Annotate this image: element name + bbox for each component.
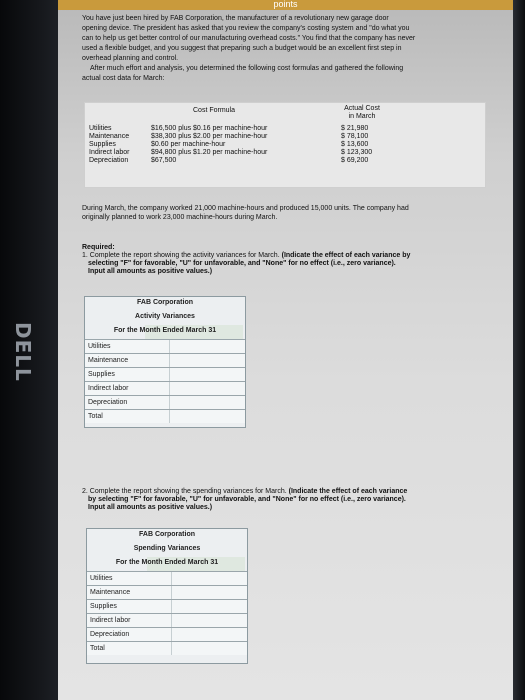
actual-cost-header-line: in March	[348, 113, 376, 120]
cost-category: Supplies	[89, 141, 116, 148]
report-period: For the Month Ended March 31	[115, 559, 219, 566]
cost-formula: $94,800 plus $1.20 per machine-hour	[151, 149, 268, 156]
amount-input[interactable]	[171, 628, 194, 641]
cost-formula-header: Cost Formula	[193, 107, 236, 114]
actual-cost: $ 78,100	[341, 133, 369, 140]
requirement-2	[82, 488, 482, 512]
row-label: Total	[90, 645, 105, 652]
report-rows	[85, 339, 245, 423]
row-label: Total	[88, 413, 103, 420]
report-row-total	[85, 409, 245, 423]
report-row-depreciation	[87, 627, 247, 641]
q2-instruction: (Indicate the effect of each variance	[288, 488, 408, 495]
activity-variances-report	[84, 296, 246, 428]
intro-line: opening device. The president has asked that you review the company's costing system and "do what you	[82, 25, 410, 32]
intro-line: actual cost data for March:	[82, 75, 165, 82]
cost-row	[89, 125, 409, 133]
row-label: Depreciation	[88, 399, 128, 406]
intro-line: used a flexible budget, and you suggest that preparing such a budget would be an excellent first step in	[82, 45, 402, 52]
q2-instruction: Input all amounts as positive values.)	[88, 504, 213, 511]
monitor-bezel-right	[513, 0, 525, 700]
intro-line: overhead planning and control.	[82, 55, 179, 62]
march-activity-paragraph	[82, 204, 482, 222]
row-label: Depreciation	[90, 631, 130, 638]
cost-category: Depreciation	[89, 157, 129, 164]
spending-variances-report	[86, 528, 248, 664]
report-row-total	[87, 641, 247, 655]
row-label: Indirect labor	[88, 385, 129, 392]
cost-row	[89, 157, 409, 165]
actual-cost: $ 13,600	[341, 141, 369, 148]
cost-category: Indirect labor	[89, 149, 130, 156]
amount-input[interactable]	[171, 586, 194, 599]
report-rows	[87, 571, 247, 655]
cost-row	[89, 149, 409, 157]
cost-category: Maintenance	[89, 133, 130, 140]
cost-formula: $16,500 plus $0.16 per machine-hour	[151, 125, 268, 132]
report-row-utilities	[85, 339, 245, 353]
intro-line: You have just been hired by FAB Corporation, the manufacturer of a revolutionary new garage door	[82, 15, 389, 22]
cost-row	[89, 133, 409, 141]
row-label: Utilities	[88, 343, 111, 350]
required-label: Required:	[82, 244, 115, 251]
header-partial-title: points	[273, 0, 298, 9]
report-row-maintenance	[85, 353, 245, 367]
report-company: FAB Corporation	[139, 531, 195, 538]
actual-cost-header-line: Actual Cost	[344, 105, 380, 112]
q2-text: 2. Complete the report showing the spending variances for March.	[82, 488, 287, 495]
march-line: During March, the company worked 21,000 machine-hours and produced 15,000 units. The company had	[82, 205, 409, 212]
report-row-depreciation	[85, 395, 245, 409]
report-row-supplies	[85, 367, 245, 381]
actual-cost: $ 69,200	[341, 157, 369, 164]
cost-formula: $0.60 per machine-hour	[151, 141, 226, 148]
row-label: Supplies	[90, 603, 117, 610]
intro-line: After much effort and analysis, you determined the following cost formulas and gathered the following	[90, 65, 404, 72]
row-label: Utilities	[90, 575, 113, 582]
report-row-indirect-labor	[87, 613, 247, 627]
cost-formula: $38,300 plus $2.00 per machine-hour	[151, 133, 268, 140]
amount-input[interactable]	[169, 340, 192, 353]
question-header-bar	[58, 0, 513, 10]
amount-input[interactable]	[171, 614, 194, 627]
row-label: Maintenance	[88, 357, 129, 364]
amount-input[interactable]	[171, 600, 194, 613]
q1-text: 1. Complete the report showing the activity variances for March.	[82, 252, 280, 259]
page-screen	[58, 0, 513, 700]
brand-logo: DELL	[11, 322, 35, 382]
amount-input[interactable]	[169, 410, 192, 423]
amount-input[interactable]	[169, 382, 192, 395]
report-row-supplies	[87, 599, 247, 613]
amount-input[interactable]	[171, 572, 194, 585]
q1-instruction: (Indicate the effect of each variance by	[281, 252, 411, 259]
report-title: Activity Variances	[135, 313, 195, 320]
amount-input[interactable]	[169, 354, 192, 367]
report-row-maintenance	[87, 585, 247, 599]
q2-instruction: by selecting "F" for favorable, "U" for unfavorable, and "None" for no effect (i.e., zero variance).	[88, 496, 406, 503]
cost-category: Utilities	[89, 125, 112, 132]
problem-intro	[82, 14, 482, 84]
intro-line: can to help us get better control of our manufacturing overhead costs." You find that the company has never	[82, 35, 416, 42]
row-label: Maintenance	[90, 589, 131, 596]
cost-row	[89, 141, 409, 149]
actual-cost: $ 123,300	[341, 149, 373, 156]
report-title: Spending Variances	[133, 545, 201, 552]
amount-input[interactable]	[171, 642, 194, 655]
amount-input[interactable]	[169, 368, 192, 381]
q1-instruction: Input all amounts as positive values.)	[88, 268, 213, 275]
row-label: Supplies	[88, 371, 115, 378]
requirement-1	[82, 244, 482, 276]
actual-cost-header	[337, 105, 387, 121]
row-label: Indirect labor	[90, 617, 131, 624]
cost-data-box	[84, 102, 486, 188]
monitor-bezel	[0, 0, 58, 700]
march-line: originally planned to work 23,000 machine-hours during March.	[82, 214, 278, 221]
cost-formula: $67,500	[151, 157, 177, 164]
report-period: For the Month Ended March 31	[113, 327, 217, 334]
report-row-utilities	[87, 571, 247, 585]
report-company: FAB Corporation	[137, 299, 193, 306]
actual-cost: $ 21,980	[341, 125, 369, 132]
q1-instruction: selecting "F" for favorable, "U" for unfavorable, and "None" for no effect (i.e., zero variance).	[88, 260, 396, 267]
report-row-indirect-labor	[85, 381, 245, 395]
amount-input[interactable]	[169, 396, 192, 409]
